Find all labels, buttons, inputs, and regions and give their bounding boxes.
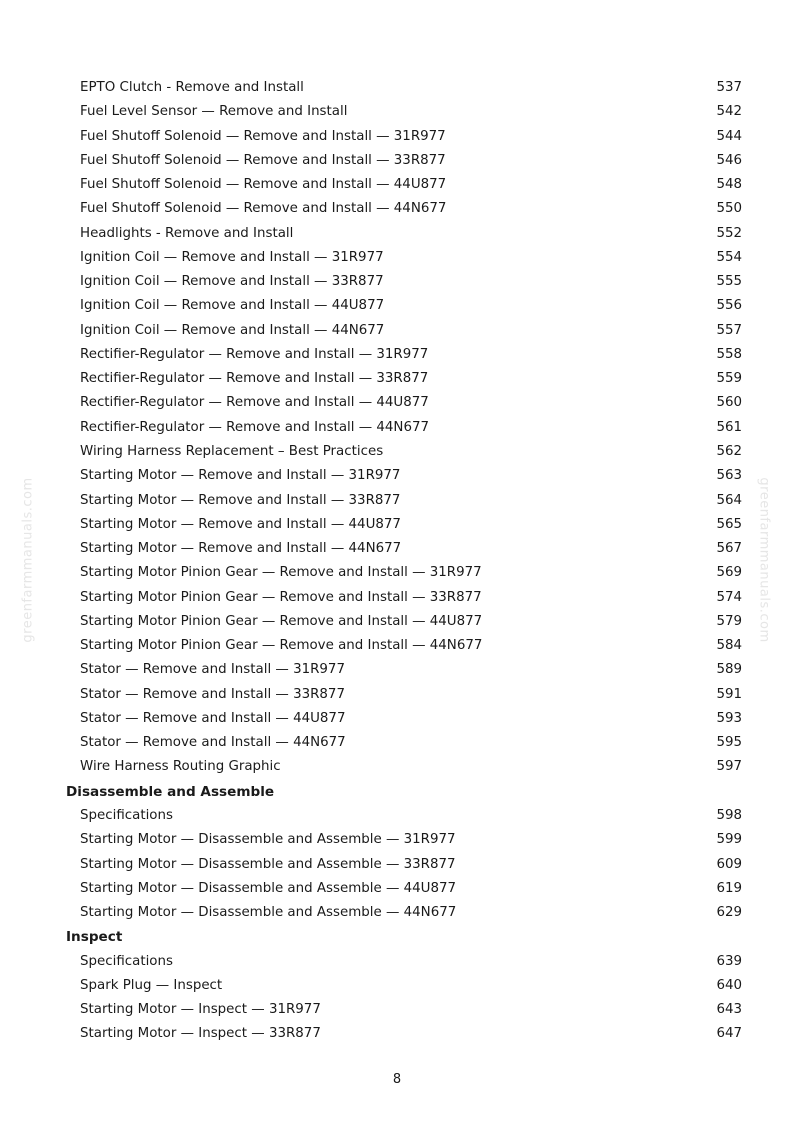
toc-entry-page-number: 544	[716, 128, 742, 144]
toc-entry[interactable]	[0, 901, 794, 925]
toc-entry[interactable]	[0, 683, 794, 707]
toc-entry-page-number: 559	[716, 371, 742, 387]
toc-entry[interactable]	[0, 76, 794, 100]
toc-entry[interactable]	[0, 173, 794, 197]
toc-entry[interactable]	[0, 513, 794, 537]
toc-entry-title: Rectifier-Regulator — Remove and Install — 33R877	[80, 371, 429, 387]
toc-entry-page-number: 561	[716, 419, 742, 435]
toc-entry-page-number: 558	[716, 346, 742, 362]
toc-section-heading	[0, 925, 794, 949]
toc-entry-title: Starting Motor — Disassemble and Assemble — 44U877	[80, 880, 457, 896]
toc-entry-title: Ignition Coil — Remove and Install — 44N677	[80, 322, 385, 338]
toc-entry-page-number: 562	[716, 443, 742, 459]
toc-entry-page-number: 564	[716, 492, 742, 508]
toc-entry-page-number: 548	[716, 177, 742, 193]
toc-entry-page-number: 565	[716, 516, 742, 532]
toc-entry[interactable]	[0, 634, 794, 658]
toc-entry[interactable]	[0, 294, 794, 318]
toc-entry[interactable]	[0, 950, 794, 974]
toc-entry-page-number: 595	[716, 735, 742, 751]
toc-entry[interactable]	[0, 537, 794, 561]
toc-entry-page-number: 567	[716, 541, 742, 557]
toc-entry-title: Fuel Shutoff Solenoid — Remove and Install — 44N677	[80, 201, 447, 217]
toc-entry[interactable]	[0, 222, 794, 246]
table-of-contents	[0, 76, 794, 1047]
toc-entry-title: Starting Motor — Inspect — 31R977	[80, 1002, 321, 1018]
toc-entry[interactable]	[0, 149, 794, 173]
toc-entry[interactable]	[0, 561, 794, 585]
toc-entry[interactable]	[0, 731, 794, 755]
toc-entry-page-number: 569	[716, 565, 742, 581]
toc-entry-page-number: 599	[716, 832, 742, 848]
section-heading-title: Disassemble and Assemble	[66, 783, 275, 800]
toc-entry-page-number: 546	[716, 152, 742, 168]
toc-entry-title: Starting Motor Pinion Gear — Remove and Install — 44N677	[80, 638, 483, 654]
toc-entry-page-number: 552	[716, 225, 742, 241]
toc-entry-title: Starting Motor — Inspect — 33R877	[80, 1026, 321, 1042]
toc-entry-title: Ignition Coil — Remove and Install — 31R977	[80, 249, 384, 265]
toc-entry[interactable]	[0, 343, 794, 367]
toc-entry-title: Rectifier-Regulator — Remove and Install — 44U877	[80, 395, 429, 411]
toc-entry-page-number: 537	[716, 80, 742, 95]
toc-entry[interactable]	[0, 828, 794, 852]
toc-entry[interactable]	[0, 125, 794, 149]
toc-entry[interactable]	[0, 1022, 794, 1046]
toc-entry[interactable]	[0, 246, 794, 270]
toc-entry-page-number: 619	[716, 880, 742, 896]
toc-entry-title: Wiring Harness Replacement – Best Practices	[80, 443, 384, 459]
toc-entry-page-number: 629	[716, 905, 742, 921]
toc-entry-page-number: 542	[716, 104, 742, 120]
toc-entry[interactable]	[0, 755, 794, 779]
toc-entry[interactable]	[0, 100, 794, 124]
toc-entry-page-number: 597	[716, 759, 742, 775]
toc-entry-title: Stator — Remove and Install — 31R977	[80, 662, 345, 678]
toc-entry[interactable]	[0, 853, 794, 877]
toc-entry[interactable]	[0, 998, 794, 1022]
toc-entry-page-number: 591	[716, 686, 742, 702]
toc-entry-title: Starting Motor Pinion Gear — Remove and Install — 44U877	[80, 613, 483, 629]
toc-entry-title: Starting Motor — Remove and Install — 44N677	[80, 541, 402, 557]
toc-entry-title: Starting Motor — Disassemble and Assemble — 31R977	[80, 832, 456, 848]
toc-entry-title: Starting Motor — Remove and Install — 44U877	[80, 516, 401, 532]
toc-entry-title: EPTO Clutch - Remove and Install	[80, 80, 304, 95]
toc-entry-title: Specifications	[80, 953, 173, 969]
toc-entry-page-number: 593	[716, 710, 742, 726]
toc-entry-page-number: 643	[716, 1002, 742, 1018]
toc-entry-page-number: 574	[716, 589, 742, 605]
toc-entry-title: Spark Plug — Inspect	[80, 977, 223, 993]
toc-entry-page-number: 640	[716, 977, 742, 993]
toc-entry-title: Starting Motor Pinion Gear — Remove and Install — 33R877	[80, 589, 482, 605]
watermark-left: greenfarmmanuals.com	[20, 477, 36, 643]
toc-entry-page-number: 609	[716, 856, 742, 872]
toc-entry-page-number: 556	[716, 298, 742, 314]
toc-entry-title: Starting Motor — Remove and Install — 33R877	[80, 492, 401, 508]
toc-entry-title: Specifications	[80, 807, 173, 823]
toc-entry[interactable]	[0, 489, 794, 513]
toc-entry-title: Stator — Remove and Install — 44N677	[80, 735, 346, 751]
toc-entry-title: Starting Motor — Disassemble and Assemble — 44N677	[80, 905, 457, 921]
toc-entry-title: Fuel Level Sensor — Remove and Install	[80, 104, 348, 120]
toc-entry-page-number: 550	[716, 201, 742, 217]
section-heading-title: Inspect	[66, 929, 123, 946]
toc-entry-title: Starting Motor Pinion Gear — Remove and Install — 31R977	[80, 565, 482, 581]
toc-entry[interactable]	[0, 319, 794, 343]
toc-entry[interactable]	[0, 974, 794, 998]
toc-entry-title: Ignition Coil — Remove and Install — 33R877	[80, 274, 384, 290]
toc-entry[interactable]	[0, 586, 794, 610]
toc-entry[interactable]	[0, 270, 794, 294]
toc-entry-title: Rectifier-Regulator — Remove and Install — 44N677	[80, 419, 430, 435]
toc-entry-page-number: 647	[716, 1026, 742, 1042]
toc-entry-title: Fuel Shutoff Solenoid — Remove and Install — 44U877	[80, 177, 447, 193]
page-number: 8	[392, 1072, 402, 1087]
toc-entry[interactable]	[0, 440, 794, 464]
toc-entry-title: Rectifier-Regulator — Remove and Install — 31R977	[80, 346, 429, 362]
toc-entry[interactable]	[0, 416, 794, 440]
toc-entry-title: Starting Motor — Disassemble and Assemble — 33R877	[80, 856, 456, 872]
toc-entry[interactable]	[0, 197, 794, 221]
toc-entry-title: Wire Harness Routing Graphic	[80, 759, 281, 775]
toc-entry[interactable]	[0, 658, 794, 682]
toc-entry[interactable]	[0, 877, 794, 901]
toc-entry[interactable]	[0, 391, 794, 415]
toc-entry-title: Stator — Remove and Install — 33R877	[80, 686, 345, 702]
toc-entry[interactable]	[0, 707, 794, 731]
toc-entry-title: Ignition Coil — Remove and Install — 44U877	[80, 298, 385, 314]
toc-entry-title: Fuel Shutoff Solenoid — Remove and Install — 33R877	[80, 152, 446, 168]
toc-entry[interactable]	[0, 464, 794, 488]
toc-entry-page-number: 563	[716, 468, 742, 484]
toc-entry-page-number: 555	[716, 274, 742, 290]
toc-entry-title: Starting Motor — Remove and Install — 31R977	[80, 468, 401, 484]
toc-section-heading	[0, 780, 794, 804]
toc-entry-page-number: 554	[716, 249, 742, 265]
toc-entry-title: Stator — Remove and Install — 44U877	[80, 710, 346, 726]
watermark-right: greenfarmmanuals.com	[756, 477, 772, 643]
toc-entry[interactable]	[0, 610, 794, 634]
toc-entry-page-number: 560	[716, 395, 742, 411]
toc-entry[interactable]	[0, 804, 794, 828]
toc-entry-page-number: 639	[716, 953, 742, 969]
toc-entry-page-number: 589	[716, 662, 742, 678]
toc-entry-page-number: 557	[716, 322, 742, 338]
toc-entry-page-number: 579	[716, 613, 742, 629]
toc-entry-page-number: 598	[716, 807, 742, 823]
toc-entry[interactable]	[0, 367, 794, 391]
toc-entry-page-number: 584	[716, 638, 742, 654]
toc-entry-title: Fuel Shutoff Solenoid — Remove and Install — 31R977	[80, 128, 446, 144]
toc-entry-title: Headlights - Remove and Install	[80, 225, 294, 241]
